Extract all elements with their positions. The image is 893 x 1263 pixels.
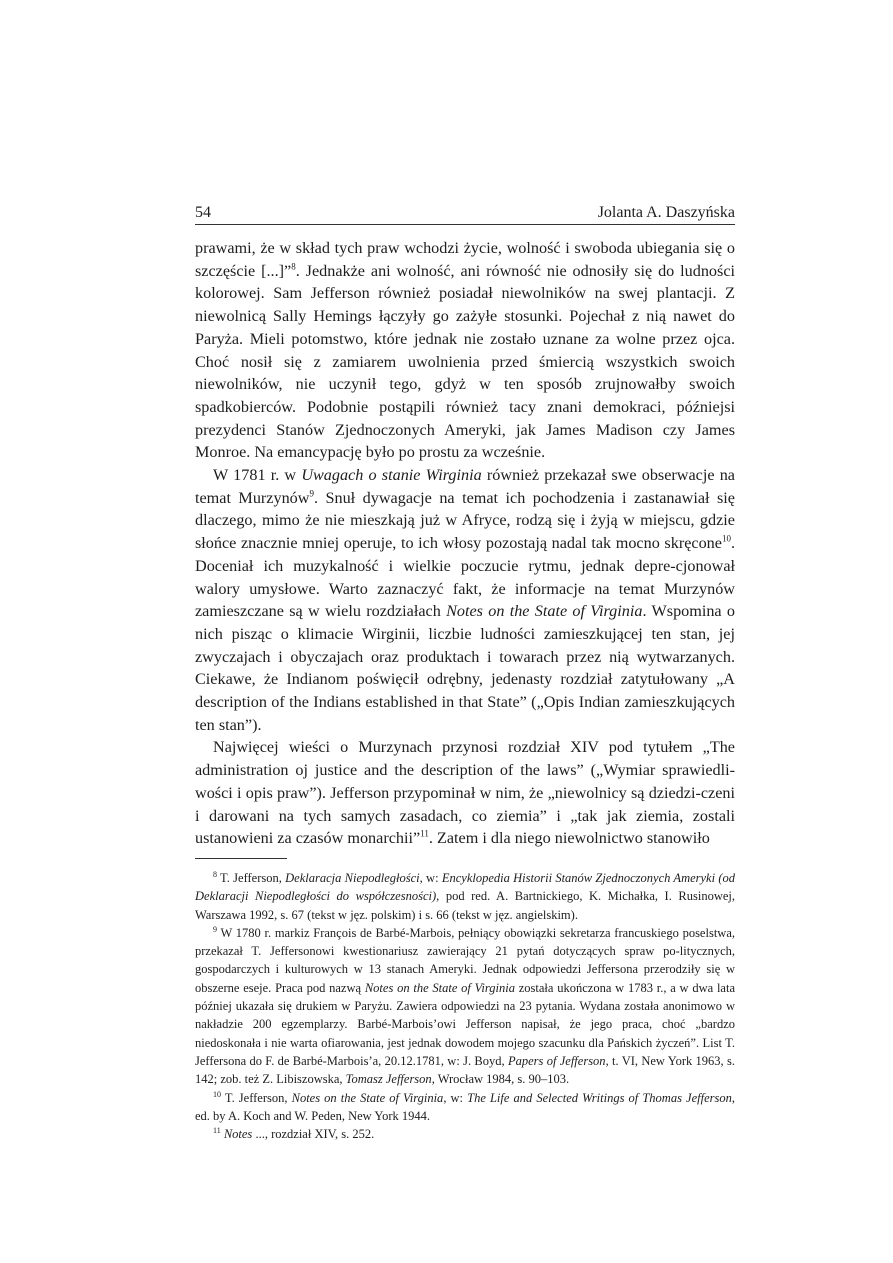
paragraph-2 <box>195 464 735 736</box>
footnote-number: 8 <box>213 869 217 879</box>
footnotes <box>195 869 735 1143</box>
italic-title: Papers of Jefferson <box>507 1053 606 1068</box>
footnote-number: 9 <box>213 924 217 934</box>
text-run: . Snuł dywagacje na temat ich pochodzenia i zastanawiał się dlaczego, mimo że nie mieszkają już w Afryce, rodzą się i żyją w miejscu, gdzie słońce znacznie mniej operuje, to ich włosy pozostają nadal tak mocno skręcone <box>195 488 735 553</box>
footnote-ref-9[interactable]: 9 <box>309 488 314 499</box>
text-run: . Zatem i dla niego niewolnictwo stanowiło <box>428 829 710 848</box>
italic-title: Notes on the State of Virginia <box>364 980 515 995</box>
paragraph-3 <box>195 736 735 850</box>
italic-title: The Life and Selected Writings of Thomas Jefferson <box>467 1090 732 1105</box>
italic-title: Uwagach o stanie Wirginia <box>301 466 482 485</box>
italic-title: Notes on the State of Virginia <box>291 1090 444 1105</box>
footnote-number: 10 <box>213 1089 221 1099</box>
text-run: W 1781 r. w <box>213 466 302 485</box>
italic-title: Notes <box>220 1127 253 1142</box>
footnote-ref-10[interactable]: 10 <box>721 533 731 544</box>
text-run: , pod red. A. Bartnickiego, K. Michałka, I. Rusinowej, Warszawa 1992, s. 67 (tekst w jęz. polskim) i s. 66 (tekst w jęz. angielskim). <box>195 889 735 922</box>
text-run: T. Jefferson, <box>221 1090 292 1105</box>
text-run: T. Jefferson, <box>217 870 286 885</box>
text-run: . Doceniał ich muzykalność i wielkie poczucie rytmu, jednak depre-cjonował walory umysłowe. Warto zaznaczyć fakt, że informacje na temat Murzynów zamieszczane są w wielu rozdziałach <box>195 534 735 621</box>
running-head <box>195 203 735 225</box>
footnote-11 <box>195 1125 735 1143</box>
page-number: 54 <box>195 204 211 221</box>
footnote-ref-8[interactable]: 8 <box>291 261 296 272</box>
footnote-8 <box>195 869 735 924</box>
text-run: , Wrocław 1984, s. 90–103. <box>431 1072 570 1087</box>
footnote-9 <box>195 924 735 1089</box>
text-run: ..., rozdział XIV, s. 252. <box>252 1127 375 1142</box>
text-run: . Wspomina o nich pisząc o klimacie Wirginii, liczbie ludności zamieszkującej ten stan, jej zwyczajach i obyczajach oraz produktach i towarach przez nią wytwarzanych. Ciekawe, że Indianom poświęcił odrębny, jedenasty rozdział zatytułowany „A description of the Indians established in that State” („Opis Indian zamieszkujących ten stan”). <box>195 602 735 734</box>
text-run: została ukończona w 1783 r., a w dwa lata później ukazała się drukiem w Paryżu. Zawiera odpowiedzi na 23 pytania. Wydana została anonimowo w nakładzie 200 egzemplarzy. Barbé-Marbois’owi Jefferson napisał, że jego praca, choć „bardzo niedoskonała i nie warta ofiarowania, jest jednak dowodem mojego szacunku dla Pańskich życzeń”. List T. Jeffersona do F. de Barbé-Marbois’a, 20.12.1781, w: J. Boyd, <box>195 980 735 1068</box>
text-run: W 1780 r. markiz François de Barbé-Marbois, pełniący obowiązki sekretarza francuskiego poselstwa, przekazał T. Jeffersonowi kwestionariusz zawierający 21 pytań dotyczących spraw po-litycznych, gospodarczych i kulturowych w 13 stanach Ameryki. Jednak odpowiedzi Jeffersona przerodziły się w obszerne eseje. Praca pod nazwą <box>195 925 735 995</box>
italic-title: Encyklopedia Historii Stanów Zjednoczonych Ameryki (od Deklaracji Niepodległości do współczesności) <box>195 870 736 904</box>
footnote-ref-11[interactable]: 11 <box>420 828 429 839</box>
text-run: Najwięcej wieści o Murzynach przynosi rozdział XIV pod tytułem „The administration oj justice and the description of the laws” („Wymiar sprawiedli-wości i opis praw”). Jefferson przypominał w nim, że „niewolnicy są dziedzi-czeni i darowani na tych samych zasadach, co ziemia” i „tak jak ziemia, zostali ustanowieni za czasów monarchii” <box>195 738 735 848</box>
text-run: również przekazał swe obserwacje na temat Murzynów <box>195 466 735 507</box>
paragraph-1 <box>195 237 735 464</box>
text-run: prawami, że w skład tych praw wchodzi życie, wolność i swoboda ubiegania się o szczęście [...]” <box>195 239 735 280</box>
text-run: , t. VI, New York 1963, s. 142; zob. też Z. Libiszowska, <box>195 1053 735 1087</box>
italic-title: Deklaracja Niepodległości <box>285 870 420 885</box>
footnote-separator <box>195 858 287 859</box>
text-run: . Jednakże ani wolność, ani równość nie odnosiły się do ludności kolorowej. Sam Jefferson również posiadał niewolników na swej plantacji. Z niewolnicą Sally Hemings łączyły go zażyłe stosunki. Pojechał z nią nawet do Paryża. Mieli potomstwo, które jednak nie zostało uznane za wolne przez ojca. Choć nosił się z zamiarem uwolnienia przed śmiercią wszystkich swoich niewolników, nie uczynił tego, gdyż w ten sposób zrujnowałby swoich spadkobierców. Podobnie postąpili również tacy znani demokraci, późniejsi prezydenci Stanów Zjednoczonych Ameryki, jak James Madison czy James Monroe. Na emancypację było po prostu za wcześnie. <box>195 261 736 462</box>
page <box>195 203 735 1143</box>
body-text <box>195 237 735 850</box>
text-run: , w: <box>443 1090 468 1105</box>
text-run: , w: <box>419 870 442 885</box>
footnote-number: 11 <box>213 1125 221 1135</box>
text-run: , ed. by A. Koch and W. Peden, New York 1944. <box>195 1090 735 1123</box>
italic-title: Notes on the State of Virginia <box>446 602 643 621</box>
footnote-10 <box>195 1089 735 1126</box>
italic-title: Tomasz Jefferson <box>345 1072 432 1087</box>
running-head-author: Jolanta A. Daszyńska <box>597 204 735 221</box>
